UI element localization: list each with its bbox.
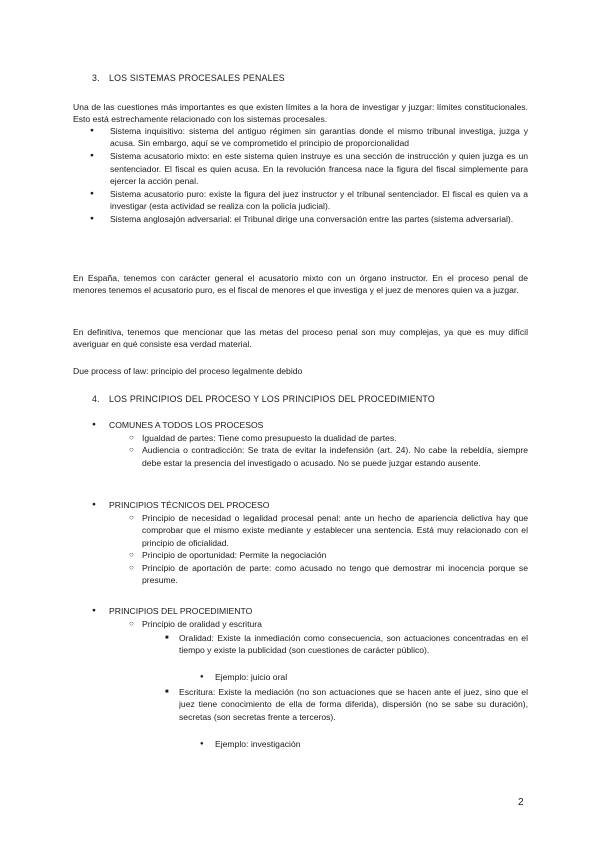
escritura-example-list (200, 738, 520, 750)
page-number: 2 (518, 797, 524, 808)
list-item: ■ Escritura: Existe la mediación (no son actuaciones que se hacen ante el juez, sino que el juez tiene conocimiento de ella de forma diferida), dispersión (no se sabe su duración), secretas (son secretas frente a terceros). (165, 686, 528, 723)
list-item: ■ Oralidad: Existe la inmediación como consecuencia, son actuaciones concentradas en el tiempo y existe la publicidad (son cuestiones de carácter público). (165, 632, 528, 657)
procedimiento-heading (92, 605, 252, 617)
comunes-list (129, 432, 528, 469)
oralidad-example-list (200, 671, 520, 683)
procedimiento-heading-text: PRINCIPIOS DEL PROCEDIMIENTO (109, 606, 253, 616)
tecnicos-list (129, 512, 528, 586)
list-item: ● Ejemplo: juicio oral (200, 671, 520, 683)
escritura-list (165, 686, 528, 723)
definitiva-paragraph: En definitiva, tenemos que mencionar que las metas del proceso penal son muy complejas, ya que es muy difícil averiguar en qué consiste esa verdad material. (73, 327, 528, 350)
section-4-heading (92, 393, 435, 405)
spain-paragraph: En España, tenemos con carácter general el acusatorio mixto con un órgano instructor. En el proceso penal de menores tenemos el acusatorio puro, es el fiscal de menores el que investiga y el juez de menores quien va a juzgar. (73, 273, 528, 296)
procedimiento-list (129, 618, 528, 630)
list-item: ● Sistema anglosajón adversarial: el Tribunal dirige una conversación entre las partes (sistema adversarial). (90, 213, 528, 225)
list-item: ● Sistema acusatorio puro: existe la figura del juez instructor y el tribunal sentenciador. El fiscal es quien va a investigar (esta actividad se realiza con la policía judicial). (90, 188, 528, 213)
list-item: ○ Principio de aportación de parte: como acusado no tengo que demostrar mi inocencia porque se presume. (129, 562, 528, 587)
section-3-number: 3. (92, 73, 100, 83)
bullet-icon: ● (92, 421, 96, 428)
list-item: ○ Principio de oralidad y escritura (129, 618, 528, 630)
comunes-heading (92, 419, 263, 431)
sistemas-list (90, 125, 528, 226)
tecnicos-heading (92, 499, 269, 511)
comunes-heading-text: COMUNES A TODOS LOS PROCESOS (109, 420, 264, 430)
due-process-line: Due process of law: principio del proceso legalmente debido (73, 366, 303, 376)
list-item: ○ Principio de necesidad o legalidad procesal penal: ante un hecho de apariencia delictiva hay que comprobar que el mismo existe mediante y establecer una sentencia. Está muy relacionado con el principio de oficialidad. (129, 512, 528, 549)
section-3-heading (92, 72, 285, 84)
list-item: ○ Principio de oportunidad: Permite la negociación (129, 549, 528, 561)
section-4-title: LOS PRINCIPIOS DEL PROCESO Y LOS PRINCIPIOS DEL PROCEDIMIENTO (109, 394, 435, 404)
section-4-number: 4. (92, 394, 100, 404)
list-item: ● Sistema inquisitivo: sistema del antiguo régimen sin garantías donde el mismo tribunal investiga, juzga y acusa. Sin embargo, aquí se ve comprometido el principio de proporcionalidad (90, 125, 528, 150)
tecnicos-heading-text: PRINCIPIOS TÉCNICOS DEL PROCESO (109, 500, 270, 510)
oralidad-list (165, 632, 528, 657)
list-item: ○ Igualdad de partes: Tiene como presupuesto la dualidad de partes. (129, 432, 528, 444)
intro-paragraph: Una de las cuestiones más importantes es que existen límites a la hora de investigar y juzgar: límites constitucionales. Esto está estrechamente relacionado con los sistemas procesales. (73, 102, 528, 125)
list-item: ● Ejemplo: investigación (200, 738, 520, 750)
bullet-icon: ● (92, 501, 96, 508)
section-3-title: LOS SISTEMAS PROCESALES PENALES (109, 73, 285, 83)
list-item: ● Sistema acusatorio mixto: en este sistema quien instruye es una sección de instrucción y quien juzga es un sentenciador. El fiscal es quien acusa. En la revolución francesa nace la figura del fiscal simplemente para ejercer la acción penal. (90, 150, 528, 187)
list-item: ○ Audiencia o contradicción: Se trata de evitar la indefensión (art. 24). No cabe la rebeldía, siempre debe estar la presencia del investigado o acusado. No se puede juzgar estando ausente. (129, 444, 528, 469)
bullet-icon: ● (92, 607, 96, 614)
